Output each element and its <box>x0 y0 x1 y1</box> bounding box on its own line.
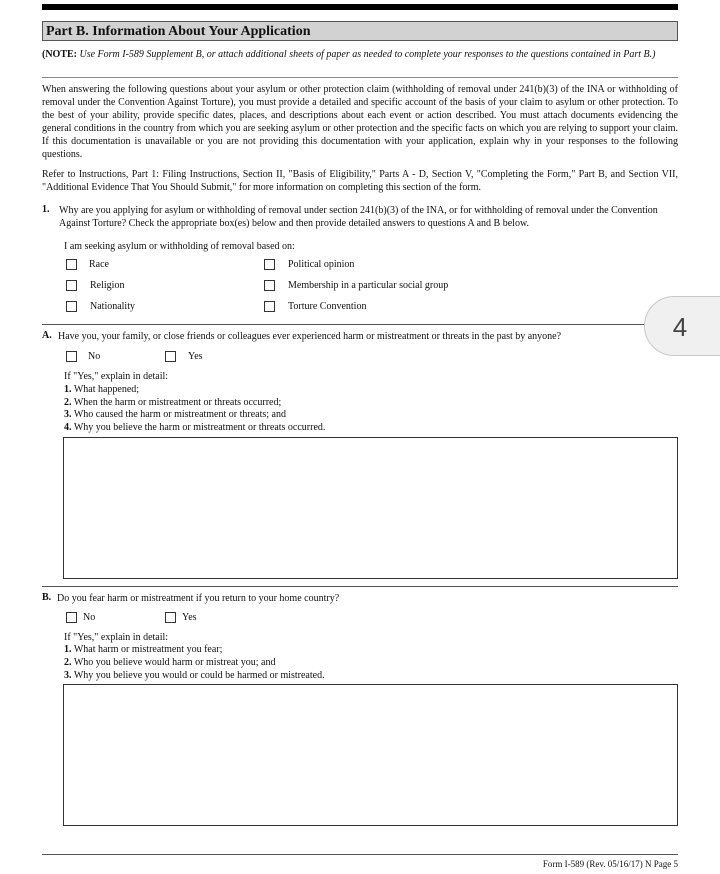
note-label: (NOTE: <box>42 49 77 60</box>
list-item <box>64 421 325 434</box>
section-number-tab <box>644 296 720 356</box>
list-item-number: 3. <box>64 670 72 681</box>
nationality-checkbox[interactable] <box>66 301 77 312</box>
intro-paragraph: When answering the following questions about your asylum or other protection claim (withholding of removal under 241(b)(3) of the INA or withholding of removal under the Convention Against Torture), you must provide a detailed and specific account of the basis of your claim to asylum or other protection. To the best of your ability, provide specific dates, places, and descriptions about each event or action described. You must attach documents evidencing the general conditions in the country from which you are seeking asylum or other protection and the specific facts on which you are relying to support your claim. If this documentation is unavailable or you are not providing this documentation with your application, explain why in your responses to the following questions. <box>42 84 678 160</box>
list-item <box>64 643 222 656</box>
question-a-no-checkbox[interactable] <box>66 351 77 362</box>
question-b-no-checkbox[interactable] <box>66 612 77 623</box>
section-header <box>42 21 678 41</box>
question-a-no-label: No <box>88 351 101 362</box>
list-item-text: What happened; <box>73 384 140 395</box>
question-1-number: 1. <box>42 204 50 215</box>
question-a-yes-label: Yes <box>188 351 203 362</box>
question-a-letter: A. <box>42 330 52 341</box>
list-item <box>64 669 325 682</box>
list-item <box>64 656 275 669</box>
torture-convention-checkbox[interactable] <box>264 301 275 312</box>
section-number: 4 <box>672 312 688 342</box>
question-a-answer-textarea[interactable] <box>63 437 678 579</box>
question-a-explain: If "Yes," explain in detail: <box>64 371 169 382</box>
divider <box>42 324 654 325</box>
social-group-checkbox[interactable] <box>264 280 275 291</box>
list-item-text: Who you believe would harm or mistreat you; and <box>73 657 276 668</box>
list-item-text: What harm or mistreatment you fear; <box>73 644 223 655</box>
list-item-text: Who caused the harm or mistreatment or threats; and <box>73 409 286 420</box>
top-rule <box>42 4 678 10</box>
race-checkbox[interactable] <box>66 259 77 270</box>
question-b-yes-label: Yes <box>182 612 197 623</box>
nationality-label: Nationality <box>90 301 135 312</box>
torture-convention-label: Torture Convention <box>288 301 367 312</box>
religion-checkbox[interactable] <box>66 280 77 291</box>
political-opinion-label: Political opinion <box>288 259 355 270</box>
note-text: Use Form I-589 Supplement B, or attach additional sheets of paper as needed to complete your responses to the questions contained in Part B.) <box>79 49 656 60</box>
footer-rule <box>42 854 678 855</box>
question-a-yes-checkbox[interactable] <box>165 351 176 362</box>
divider <box>42 77 678 78</box>
social-group-label: Membership in a particular social group <box>288 280 449 291</box>
list-item <box>64 383 139 396</box>
list-item-number: 1. <box>64 384 72 395</box>
question-a-text: Have you, your family, or close friends or colleagues ever experienced harm or mistreatment or threats in the past by anyone? <box>58 331 562 342</box>
question-1-text: Why are you applying for asylum or withholding of removal under section 241(b)(3) of the INA, or for withholding of removal under the Convention Against Torture? Check the appropriate box(es) below and then provide detailed answers to questions A and B below. <box>59 205 658 229</box>
list-item-number: 2. <box>64 657 72 668</box>
list-item-text: Why you believe the harm or mistreatment or threats occurred. <box>73 422 326 433</box>
list-item-text: Why you believe you would or could be harmed or mistreated. <box>73 670 325 681</box>
list-item-number: 1. <box>64 644 72 655</box>
question-b-yes-checkbox[interactable] <box>165 612 176 623</box>
list-item <box>64 408 286 421</box>
list-item-number: 2. <box>64 397 72 408</box>
instructions-reference: Refer to Instructions, Part 1: Filing Instructions, Section II, "Basis of Eligibility," Parts A - D, Section V, "Completing the Form," Part B, and Section VII, "Additional Evidence That You Should Submit," for more information on completing this section of the form. <box>42 169 678 193</box>
divider <box>42 586 678 587</box>
list-item-number: 3. <box>64 409 72 420</box>
religion-label: Religion <box>90 280 125 291</box>
list-item-number: 4. <box>64 422 72 433</box>
question-b-no-label: No <box>83 612 96 623</box>
question-b-explain: If "Yes," explain in detail: <box>64 632 169 643</box>
footer-form-id: Form I-589 (Rev. 05/16/17) N Page 5 <box>542 859 678 869</box>
political-opinion-checkbox[interactable] <box>264 259 275 270</box>
question-b-text: Do you fear harm or mistreatment if you return to your home country? <box>57 593 340 604</box>
list-item-text: When the harm or mistreatment or threats occurred; <box>73 397 282 408</box>
race-label: Race <box>89 259 109 270</box>
note <box>42 48 678 61</box>
question-b-answer-textarea[interactable] <box>63 684 678 826</box>
question-1-prompt: I am seeking asylum or withholding of removal based on: <box>64 241 295 252</box>
section-title: Part B. Information About Your Application <box>46 24 311 39</box>
question-b-letter: B. <box>42 592 52 603</box>
